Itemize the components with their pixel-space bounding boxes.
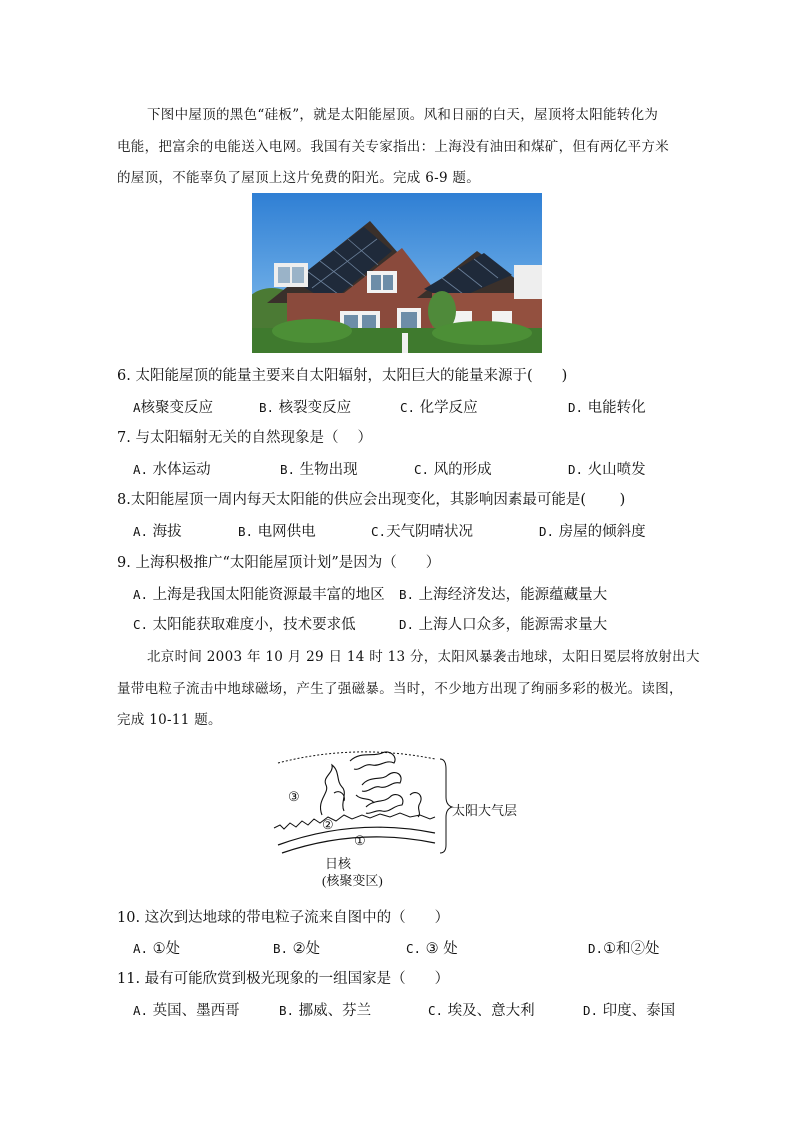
option-text: 海拔 <box>152 524 182 540</box>
question-6-option-b[interactable] <box>259 396 351 417</box>
question-7-option-a[interactable] <box>133 458 211 479</box>
passage1-line-3: 的屋顶，不能辜负了屋顶上这片免费的阳光。完成 6-9 题。 <box>117 170 481 186</box>
marker-2: ② <box>322 817 334 832</box>
question-9-option-c[interactable] <box>133 613 356 634</box>
question-10-option-c[interactable] <box>406 937 458 958</box>
option-key: B. <box>238 524 254 539</box>
passage1-line-2: 电能，把富余的电能送入电网。我国有关专家指出：上海没有油田和煤矿，但有两亿平方米 <box>117 139 669 155</box>
question-6-option-c[interactable] <box>400 396 478 417</box>
option-key: D. <box>568 400 584 415</box>
question-10-option-b[interactable] <box>273 937 320 958</box>
question-10-stem: 10. 这次到达地球的带电粒子流来自图中的（ ） <box>117 910 450 926</box>
option-key: C. <box>400 400 416 415</box>
question-8-option-a[interactable] <box>133 520 182 541</box>
option-key: B. <box>273 941 289 956</box>
passage2-line-3: 完成 10-11 题。 <box>117 712 222 728</box>
sun-structure-diagram <box>270 745 530 890</box>
question-10-option-d[interactable] <box>588 937 660 958</box>
passage2-line-2: 量带电粒子流击中地球磁场，产生了强磁暴。当时，不少地方出现了绚丽多彩的极光。读图， <box>117 681 683 697</box>
option-key: A. <box>133 587 149 602</box>
option-text: 英国、墨西哥 <box>152 1003 240 1019</box>
solar-roof-house-photo <box>252 193 542 353</box>
option-key: C. <box>414 462 430 477</box>
question-8-stem: 8.太阳能屋顶一周内每天太阳能的供应会出现变化，其影响因素最可能是( ) <box>117 492 626 508</box>
option-key: C. <box>428 1003 444 1018</box>
option-text: 生物出现 <box>299 462 358 478</box>
option-text: 上海经济发达，能源蕴藏量大 <box>418 587 608 603</box>
option-key: C. <box>371 524 387 539</box>
question-7-option-c[interactable] <box>414 458 492 479</box>
question-6-stem: 6. 太阳能屋顶的能量主要来自太阳辐射，太阳巨大的能量来源于( ) <box>117 368 568 384</box>
question-8-option-c[interactable] <box>371 520 473 541</box>
option-key: A. <box>133 941 149 956</box>
atmosphere-label: 太阳大气层 <box>452 803 518 818</box>
passage2-line-1: 北京时间 2003 年 10 月 29 日 14 时 13 分，太阳风暴袭击地球，太阳日冕层将放射出大 <box>147 649 700 665</box>
question-11-option-d[interactable] <box>583 999 675 1020</box>
question-7-option-d[interactable] <box>568 458 646 479</box>
option-key: D. <box>539 524 555 539</box>
question-11-stem: 11. 最有可能欣赏到极光现象的一组国家是（ ） <box>117 971 450 987</box>
option-text: 挪威、芬兰 <box>298 1003 372 1019</box>
option-key: D. <box>399 617 415 632</box>
question-7-stem: 7. 与太阳辐射无关的自然现象是（ ） <box>117 430 373 446</box>
marker-1: ① <box>354 833 366 848</box>
option-text: 化学反应 <box>419 400 478 416</box>
question-9-stem: 9. 上海积极推广“太阳能屋顶计划”是因为（ ） <box>117 555 441 571</box>
question-9-option-b[interactable] <box>399 583 607 604</box>
option-text: 房屋的倾斜度 <box>558 524 646 540</box>
option-key: D. <box>583 1003 599 1018</box>
option-text: 核裂变反应 <box>278 400 352 416</box>
question-11-option-c[interactable] <box>428 999 535 1020</box>
core-sublabel: (核聚变区) <box>322 873 383 888</box>
option-key: D. <box>588 941 604 956</box>
option-text: 埃及、意大利 <box>447 1003 535 1019</box>
option-key: B. <box>399 587 415 602</box>
question-6-option-d[interactable] <box>568 396 646 417</box>
option-text: ①和②处 <box>603 941 660 957</box>
question-9-option-a[interactable] <box>133 583 385 604</box>
marker-3: ③ <box>288 789 300 804</box>
option-key: C. <box>133 617 149 632</box>
question-6-option-a[interactable] <box>133 396 213 417</box>
option-text: 水体运动 <box>152 462 211 478</box>
option-key: B. <box>280 462 296 477</box>
question-10-option-a[interactable] <box>133 937 180 958</box>
option-text: 核聚变反应 <box>140 400 214 416</box>
option-key: D. <box>568 462 584 477</box>
option-key: A. <box>133 462 149 477</box>
option-text: 电网供电 <box>257 524 316 540</box>
question-8-option-d[interactable] <box>539 520 646 541</box>
chromosphere-line <box>274 813 435 829</box>
option-text: ②处 <box>292 941 321 957</box>
option-key: A. <box>133 1003 149 1018</box>
option-key: C. <box>406 941 422 956</box>
question-11-option-a[interactable] <box>133 999 240 1020</box>
question-7-option-b[interactable] <box>280 458 358 479</box>
option-text: ①处 <box>152 941 181 957</box>
passage1-line-1: 下图中屋顶的黑色“硅板”，就是太阳能屋顶。风和日丽的白天，屋顶将太阳能转化为 <box>147 107 659 123</box>
option-key: B. <box>279 1003 295 1018</box>
option-text: 太阳能获取难度小，技术要求低 <box>152 617 356 633</box>
outer-atmosphere-arc <box>278 752 435 763</box>
atmosphere-brace <box>440 759 452 853</box>
option-text: 火山喷发 <box>587 462 646 478</box>
option-text: 印度、泰国 <box>602 1003 676 1019</box>
core-label: 日核 <box>325 856 352 871</box>
option-text: ③ 处 <box>425 941 458 957</box>
question-9-option-d[interactable] <box>399 613 607 634</box>
option-text: 天气阴晴状况 <box>386 524 474 540</box>
option-text: 电能转化 <box>587 400 646 416</box>
option-text: 风的形成 <box>433 462 492 478</box>
option-text: 上海是我国太阳能资源最丰富的地区 <box>152 587 385 603</box>
option-text: 上海人口众多，能源需求量大 <box>418 617 608 633</box>
question-11-option-b[interactable] <box>279 999 371 1020</box>
option-key: A <box>133 400 141 415</box>
option-key: B. <box>259 400 275 415</box>
option-key: A. <box>133 524 149 539</box>
question-8-option-b[interactable] <box>238 520 316 541</box>
